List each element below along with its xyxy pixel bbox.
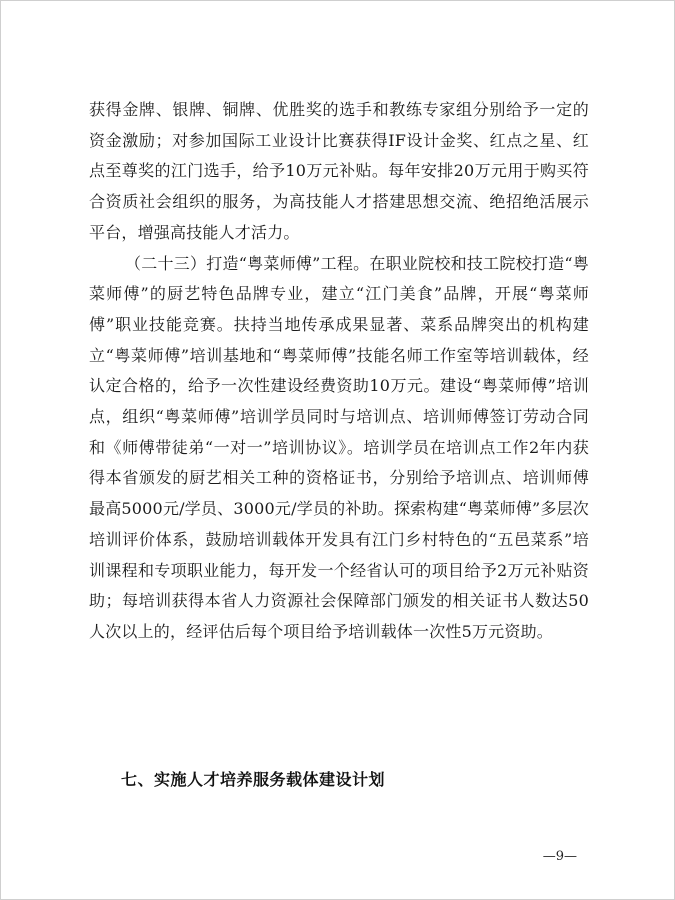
paragraph-cantonese-chef-project: （二十三）打造“粤菜师傅”工程。在职业院校和技工院校打造“粤菜师傅”的厨艺特色品牌专业，建立“江门美食”品牌，开展“粤菜师傅”职业技能竞赛。扶持当地传承成果显著、菜系品牌突出的机构建立“粤菜师傅”培训基地和“粤菜师傅”技能名师工作室等培训载体，经认定合格的，给予一次性建设经费资助10万元。建设“粤菜师傅”培训点，组织“粤菜师傅”培训学员同时与培训点、培训师傅签订劳动合同和《师傅带徒弟“一对一”培训协议》。培训学员在培训点工作2年内获得本省颁发的厨艺相关工种的资格证书，分别给予培训点、培训师傅最高5000元/学员、3000元/学员的补助。探索构建“粤菜师傅”多层次培训评价体系，鼓励培训载体开发具有江门乡村特色的“五邑菜系”培训课程和专项职业能力，每开发一个经省认可的项目给予2万元补贴资助；每培训获得本省人力资源社会保障部门颁发的相关证书人数达50人次以上的，经评估后每个项目给予培训载体一次性5万元资助。: [89, 253, 589, 641]
paragraph-continuation: 获得金牌、银牌、铜牌、优胜奖的选手和教练专家组分别给予一定的资金激励；对参加国际工业设计比赛获得IF设计金奖、红点之星、红点至尊奖的江门选手，给予10万元补贴。每年安排20万元用于购买符合资质社会组织的服务，为高技能人才搭建思想交流、绝招绝活展示平台，增强高技能人才活力。: [89, 100, 589, 242]
document-body: [89, 95, 589, 648]
page-number: —9—: [542, 849, 577, 864]
section-heading: 七、实施人才培养服务载体建设计划: [121, 770, 386, 789]
